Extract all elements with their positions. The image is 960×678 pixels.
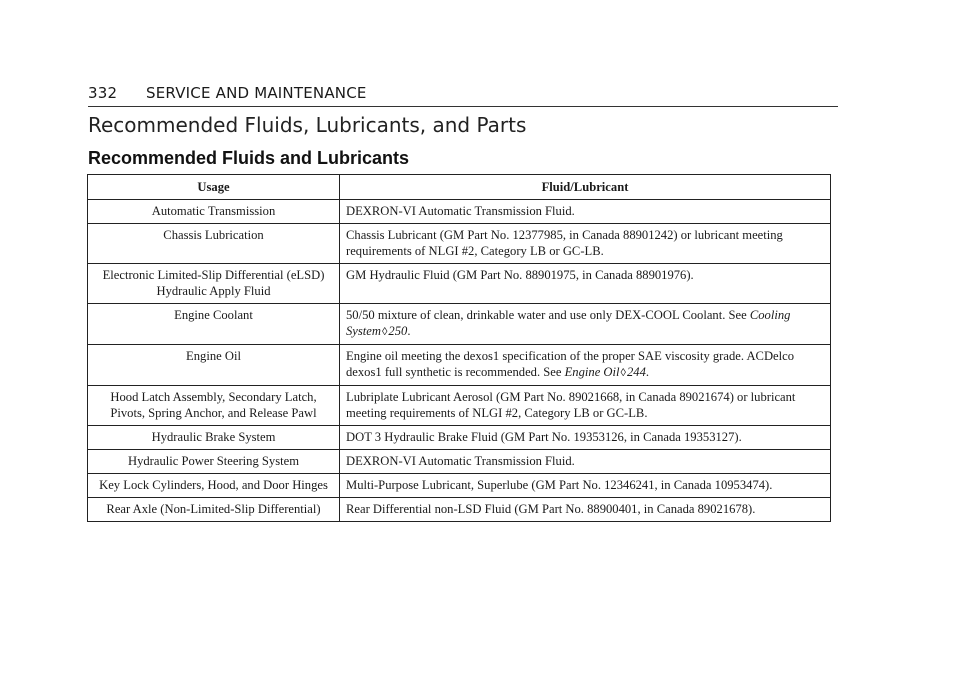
usage-cell: Electronic Limited-Slip Differential (eLSD) Hydraulic Apply Fluid — [88, 264, 340, 304]
fluid-cell: GM Hydraulic Fluid (GM Part No. 88901975, in Canada 88901976). — [340, 264, 831, 304]
fluid-cell — [340, 304, 831, 345]
usage-cell: Engine Oil — [88, 345, 340, 386]
sentence-end: . — [407, 324, 411, 338]
table-row — [88, 450, 831, 474]
xref-page: 244 — [626, 365, 646, 379]
usage-cell: Automatic Transmission — [88, 200, 340, 224]
fluid-cell: Lubriplate Lubricant Aerosol (GM Part No. 89021668, in Canada 89021674) or lubricant meeting requirements of NLGI #2, Category LB or GC-LB. — [340, 386, 831, 426]
table-row — [88, 386, 831, 426]
usage-cell: Rear Axle (Non-Limited-Slip Differential) — [88, 498, 340, 522]
usage-cell: Hydraulic Brake System — [88, 426, 340, 450]
usage-cell: Hood Latch Assembly, Secondary Latch, Pivots, Spring Anchor, and Release Pawl — [88, 386, 340, 426]
page-header — [88, 84, 838, 107]
cross-reference-link[interactable] — [565, 365, 646, 379]
table-row — [88, 200, 831, 224]
usage-cell: Hydraulic Power Steering System — [88, 450, 340, 474]
fluid-cell: DOT 3 Hydraulic Brake Fluid (GM Part No. 19353126, in Canada 19353127). — [340, 426, 831, 450]
table-header-row — [88, 175, 831, 200]
table-row — [88, 345, 831, 386]
fluid-header: Fluid/Lubricant — [340, 175, 831, 200]
fluid-cell — [340, 345, 831, 386]
table-row — [88, 264, 831, 304]
fluid-text: Engine oil meeting the dexos1 specification of the proper SAE viscosity grade. ACDelco dexos1 full synthetic is recommended. See — [346, 349, 795, 379]
fluid-text: 50/50 mixture of clean, drinkable water and use only DEX-COOL Coolant. See — [346, 308, 747, 322]
section-title: SERVICE AND MAINTENANCE — [146, 84, 367, 102]
table-row — [88, 498, 831, 522]
table-row — [88, 474, 831, 498]
fluid-cell: Chassis Lubricant (GM Part No. 12377985, in Canada 88901242) or lubricant meeting requirements of NLGI #2, Category LB or GC-LB. — [340, 224, 831, 264]
xref-title: Engine Oil — [564, 365, 620, 379]
table-row — [88, 426, 831, 450]
page-ref-icon: ◊ — [620, 367, 626, 379]
page-title: Recommended Fluids, Lubricants, and Parts — [88, 113, 527, 137]
fluid-cell: Rear Differential non-LSD Fluid (GM Part No. 88900401, in Canada 89021678). — [340, 498, 831, 522]
fluid-cell: DEXRON-VI Automatic Transmission Fluid. — [340, 450, 831, 474]
table-row — [88, 224, 831, 264]
usage-header: Usage — [88, 175, 340, 200]
sentence-end: . — [645, 365, 650, 379]
page-number: 332 — [88, 84, 118, 102]
usage-cell: Key Lock Cylinders, Hood, and Door Hinges — [88, 474, 340, 498]
table-row — [88, 304, 831, 345]
xref-page: 250 — [388, 324, 408, 338]
fluid-cell: Multi-Purpose Lubricant, Superlube (GM Part No. 12346241, in Canada 10953474). — [340, 474, 831, 498]
page-ref-icon: ◊ — [381, 326, 388, 338]
usage-cell: Engine Coolant — [88, 304, 340, 345]
usage-cell: Chassis Lubrication — [88, 224, 340, 264]
xref-title: Cooling System — [346, 308, 791, 338]
fluid-cell: DEXRON-VI Automatic Transmission Fluid. — [340, 200, 831, 224]
fluids-table — [87, 174, 831, 522]
section-subtitle: Recommended Fluids and Lubricants — [88, 148, 410, 168]
